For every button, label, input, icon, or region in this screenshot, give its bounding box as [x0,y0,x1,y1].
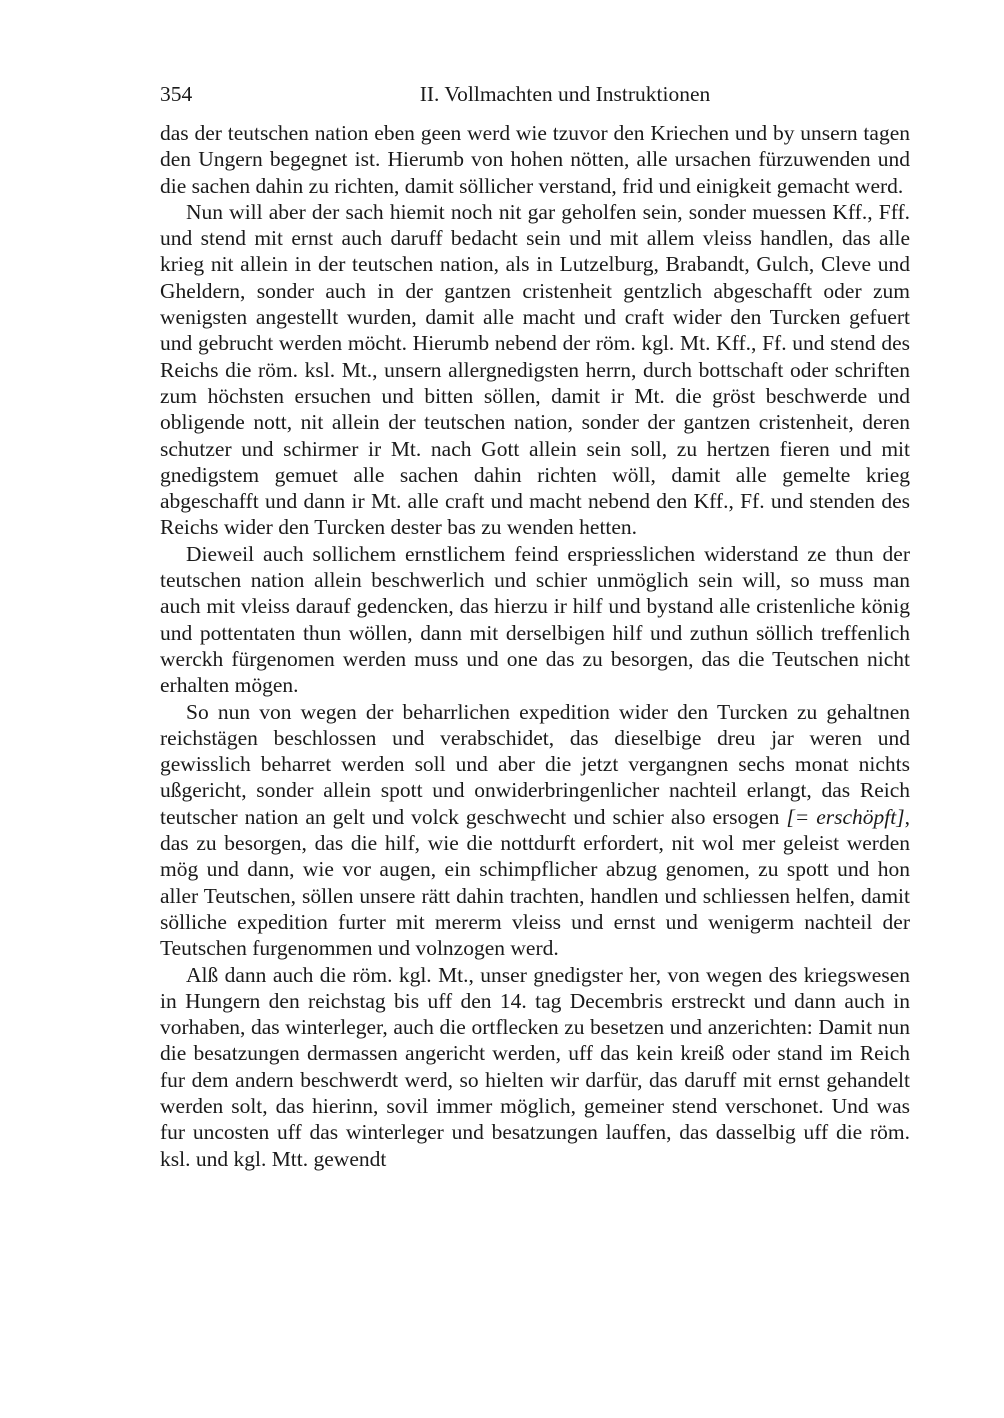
body-text [160,120,910,1172]
page-number: 354 [160,82,193,106]
paragraph-1: das der teutschen nation eben geen werd wie tzuvor den Kriechen und by unsern tagen den Ungern begegnet ist. Hierumb von hohen nötten, alle ursachen fürzuwenden und die sachen dahin zu richten, damit söllicher verstand, frid und einigkeit gemacht werd. [160,121,910,198]
running-head [160,78,910,110]
paragraph-4 [160,699,910,962]
paragraph-4-text-before: So nun von wegen der beharrlichen expedition wider den Turcken zu gehaltnen reichstägen beschlossen und verabschidet, das dieselbige dreu jar weren und gewisslich beharret werden soll und aber die jetzt vergangnen sechs monat nichts ußgericht, sonder allein spott und onwiderbringenlicher nachteil erlangt, das Reich teutscher nation an gelt und volck geschwecht und schier also ersogen [160,699,910,829]
running-title: II. Vollmachten und Instruktionen [419,82,711,106]
paragraph-5: Alß dann auch die röm. kgl. Mt., unser gnedigster her, von wegen des kriegswesen in Hungern den reichstag bis uff den 14. tag Decembris erstreckt und dann auch in vorhaben, das winterleger, auch die ortflecken zu besetzen und anzerichten: Damit nun die besatzungen dermassen angericht werden, uff das kein kreiß oder stand im Reich fur dem andern beschwerdt werd, so hielten wir darfür, das daruff mit ernst gehandelt werden solt, das hierinn, sovil immer möglich, gemeiner stend verschonet. Und was fur uncosten uff das winterleger und besatzungen lauffen, das dasselbig uff die röm. ksl. und kgl. Mtt. gewendt [160,962,910,1171]
paragraph-4-text-after: , das zu besorgen, das die hilf, wie die nottdurft erfordert, nit wol mer geleist werden mög und dann, wie vor augen, ein schimpflicher abzug genomen, zu spott und hon aller Teutschen, söllen unsere rätt dahin trachten, handlen und schliessen helfen, damit sölliche expedition furter mit mererm vleiss und ernst und wenigerm nachteil der Teutschen furgenommen und volnzogen werd. [160,804,910,961]
paragraph-2: Nun will aber der sach hiemit noch nit gar geholfen sein, sonder muessen Kff., Fff. und stend mit ernst auch daruff bedacht sein und mit allem vleiss handlen, das alle krieg nit allein in der teutschen nation, als in Lutzelburg, Brabandt, Gulch, Cleve und Gheldern, sonder auch in der gantzen cristenheit gentzlich abgeschafft oder zum wenigsten angestellt wurden, damit alle macht und craft wider den Turcken gefuert und gebrucht werden möcht. Hierumb nebend der röm. kgl. Mt. Kff., Ff. und stend des Reichs die röm. ksl. Mt., unsern allergnedigsten herrn, durch bottschaft oder schriften zum höchsten ersuchen und bitten söllen, damit ir Mt. die gröst beschwerde und obligende nott, nit allein der teutschen nation, sonder der gantzen cristenheit, deren schutzer und schirmer ir Mt. nach Gott allein sein soll, zu hertzen fieren und mit gnedigstem gemuet alle sachen dahin richten wöll, damit alle gemelte krieg abgeschafft und dann ir Mt. alle craft und macht nebend den Kff., Ff. und stenden des Reichs wider den Turcken dester bas zu wenden hetten. [160,199,910,540]
editorial-note: [= erschöpft] [786,804,905,829]
paragraph-3: Dieweil auch sollichem ernstlichem feind erspriesslichen widerstand ze thun der teutschen nation allein beschwerlich und schier unmöglich sein will, so muss man auch mit vleiss darauf gedencken, das hierzu ir hilf und bystand alle cristenliche könig und pottentaten thun wöllen, dann mit derselbigen hilf und zuthun söllich treffenlich werckh fürgenomen werden muss und one das zu besorgen, das die Teutschen nicht erhalten mögen. [160,541,910,698]
